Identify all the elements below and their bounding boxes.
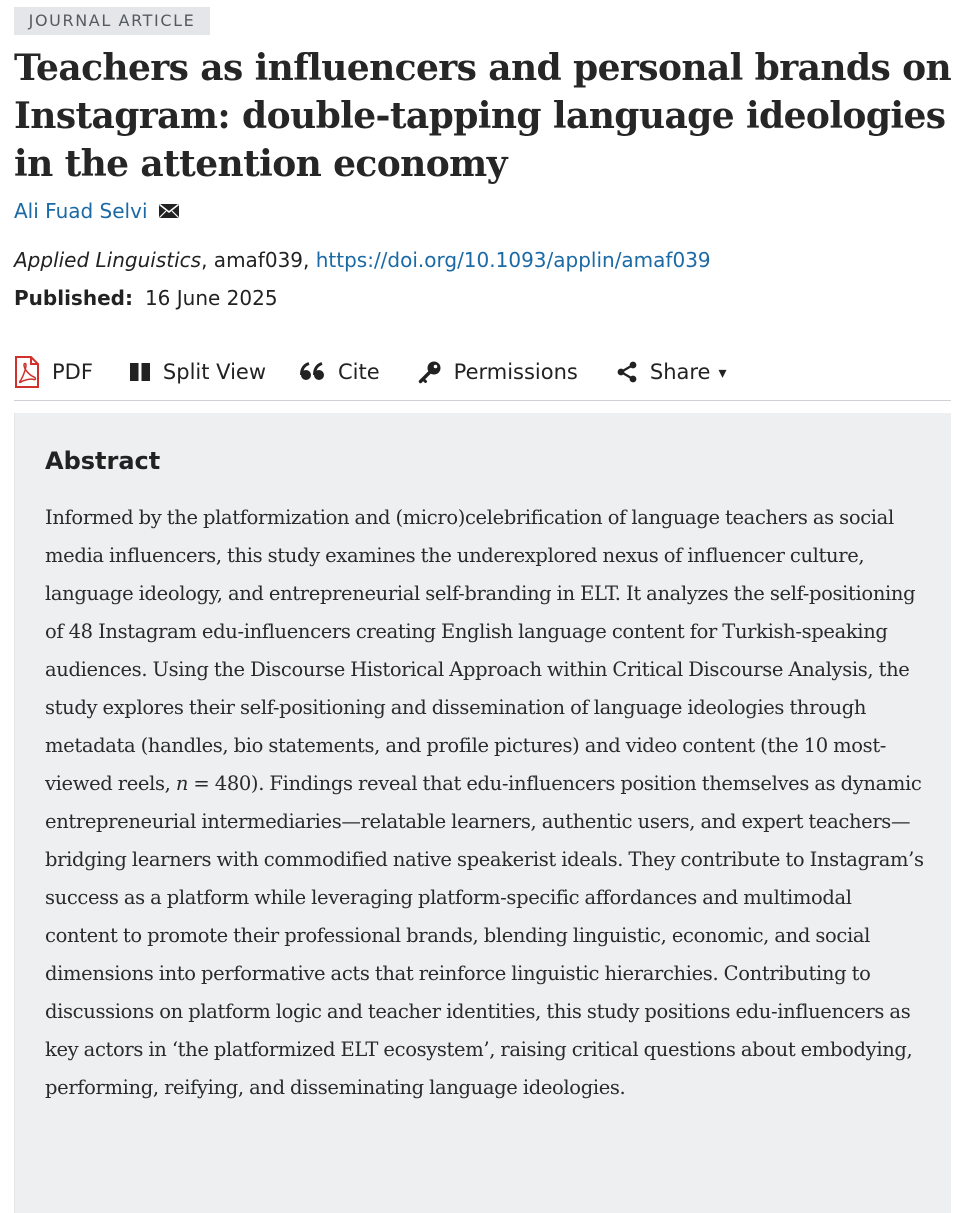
toolbar-divider: [14, 400, 951, 401]
share-button[interactable]: [616, 360, 727, 384]
abstract-section: [14, 413, 951, 1213]
split-view-icon: [129, 362, 151, 382]
author-link[interactable]: Ali Fuad Selvi: [14, 199, 148, 223]
article-toolbar: [14, 350, 727, 394]
envelope-icon[interactable]: [158, 203, 180, 219]
abstract-text-part-1: Informed by the platformization and (micro)celebrification of language teachers as social media influencers, this study examines the underexplored nexus of influencer culture, language ideology, and entrepreneurial self-branding in ELT. It analyzes the self-positioning of 48 Instagram edu-influencers creating English language content for Turkish-speaking audiences. Using the Discourse Historical Approach within Critical Discourse Analysis, the study explores their self-positioning and dissemination of language ideologies through metadata (handles, bio statements, and profile pictures) and video content (the 10 most-viewed reels,: [45, 506, 916, 795]
key-icon: [418, 360, 442, 384]
author-line: [14, 196, 180, 226]
cite-button[interactable]: [300, 360, 380, 384]
journal-name: Applied Linguistics: [14, 248, 202, 272]
pdf-button[interactable]: [14, 356, 93, 388]
share-label: Share: [649, 360, 711, 384]
citation-line: [14, 248, 711, 272]
share-icon: [616, 361, 638, 383]
permissions-button[interactable]: [418, 360, 578, 384]
quote-icon: [300, 362, 326, 382]
abstract-heading: Abstract: [45, 447, 161, 475]
article-type-badge: JOURNAL ARTICLE: [14, 7, 210, 35]
published-line: [14, 286, 278, 310]
split-view-button[interactable]: [129, 360, 266, 384]
permissions-label: Permissions: [453, 360, 578, 384]
article-title: Teachers as influencers and personal brands on Instagram: double-tapping language ideologies in the attention economy: [14, 47, 952, 185]
abstract-body: [45, 499, 927, 1107]
abstract-text-part-2: = 480). Findings reveal that edu-influencers position themselves as dynamic entrepreneurial intermediaries—relatable learners, authentic users, and expert teachers—bridging learners with commodified native speakerist ideals. They contribute to Instagram’s success as a platform while leveraging platform-specific affordances and multimodal content to promote their professional brands, blending linguistic, economic, and social dimensions into performative acts that reinforce linguistic hierarchies. Contributing to discussions on platform logic and teacher identities, this study positions edu-influencers as key actors in ‘the platformized ELT ecosystem’, raising critical questions about embodying, performing, reifying, and disseminating language ideologies.: [45, 772, 924, 1099]
chevron-down-icon: ▾: [718, 362, 727, 382]
published-label: Published:: [14, 286, 133, 310]
article-id: , amaf039,: [201, 248, 316, 272]
split-view-label: Split View: [162, 360, 266, 384]
abstract-n-symbol: n: [175, 772, 189, 795]
doi-link[interactable]: https://doi.org/10.1093/applin/amaf039: [315, 248, 711, 272]
published-date: 16 June 2025: [144, 286, 278, 310]
pdf-icon: [14, 356, 40, 388]
cite-label: Cite: [338, 360, 380, 384]
pdf-label: PDF: [52, 360, 93, 384]
